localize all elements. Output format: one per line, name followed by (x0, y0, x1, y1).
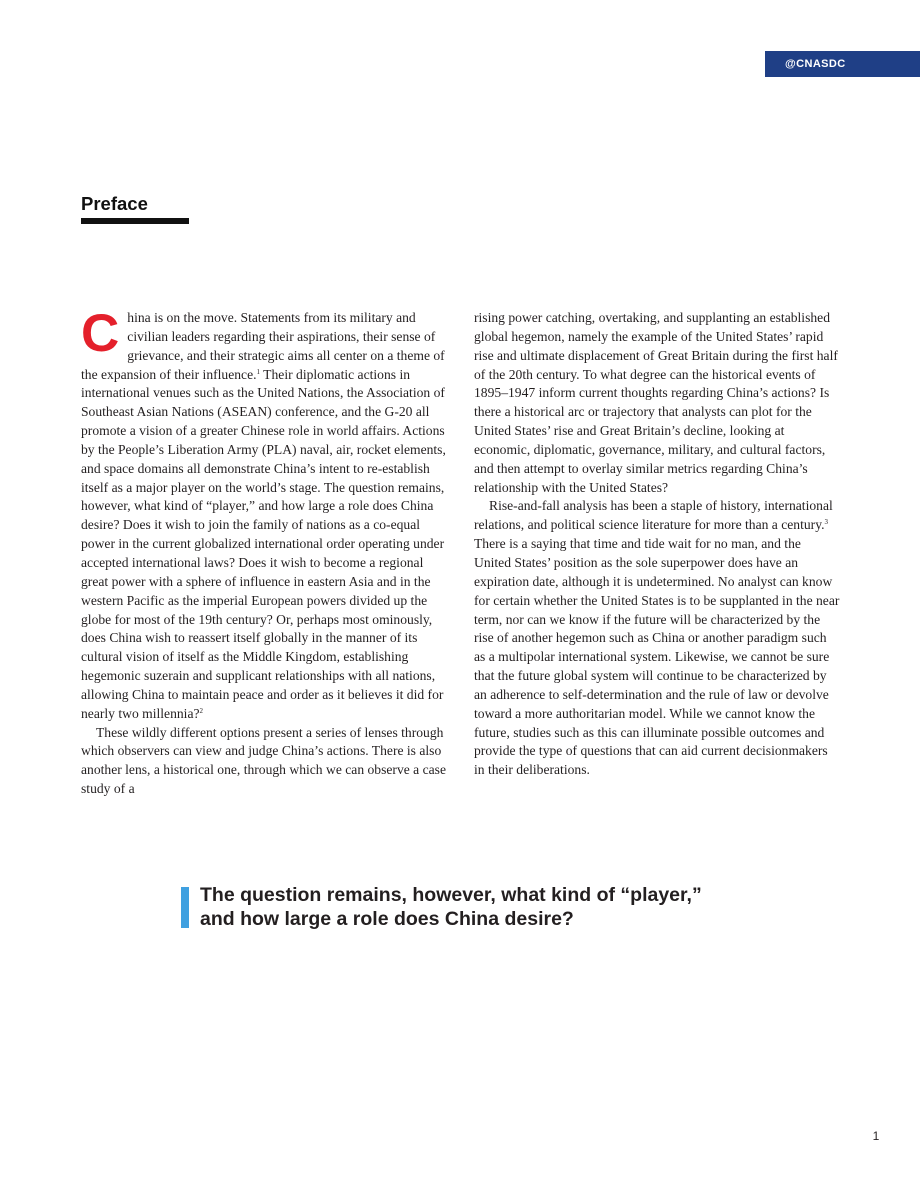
social-handle-tag (765, 51, 920, 77)
pull-quote (200, 883, 800, 931)
footnote-ref-2: 2 (199, 706, 204, 715)
page-number: 1 (872, 1129, 880, 1143)
paragraph-1-text: hina is on the move. Statements from its military and civilian leaders regarding their aspirations, their sense of grievance, and their strategic aims all center on a theme of the expansion of their influence. (81, 310, 445, 382)
drop-cap: C (81, 304, 120, 363)
footnote-ref-3: 3 (824, 518, 829, 527)
title-underline (81, 218, 189, 224)
paragraph-2-part-2: rising power catching, overtaking, and supplanting an established global hegemon, namely the example of the United States’ rapid rise and ultimate displacement of Great Britain during the first half of the 20th century. To what degree can the historical events of 1895–1947 inform current thoughts regarding China’s actions? Is there a historical arc or trajectory that analysts can plot for the United States’ rise and Great Britain’s decline, looking at economic, diplomatic, governance, military, and cultural factors, and then attempt to overlay similar metrics regarding China’s relationship with the United States? (474, 310, 838, 495)
paragraph-1 (81, 304, 447, 724)
pull-quote-line-1: The question remains, however, what kind of “player,” (200, 884, 702, 906)
text-column-right (474, 309, 840, 780)
paragraph-1-text-cont: Their diplomatic actions in international venues such as the United Nations, the Association of Southeast Asian Nations (ASEAN) conference, and the G-20 all promote a vision of a greater Chinese role in world affairs. Actions by the People’s Liberation Army (PLA) naval, air, rocket elements, and space domains all demonstrate China’s intent to re-establish itself as a major player on the world’s stage. The question remains, however, what kind of “player,” and how large a role does China desire? Does it wish to join the family of nations as a co-equal power in the current globalized international order operating under accepted international laws? Does it wish to become a regional great power with a sphere of influence in eastern Asia and in the western Pacific as the imperial European powers divided up the globe for most of the 19th century? Or, perhaps most ominously, does China wish to reassert itself globally in the manner of its cultural vision of itself as the Middle Kingdom, establishing hegemonic suzerain and supplicant relationships with all nations, allowing China to maintain peace and order as it believes it did for nearly two millennia? (81, 366, 446, 721)
paragraph-2-part-1: These wildly different options present a series of lenses through which observers can view and judge China’s actions. There is also another lens, a historical one, through which we can observe a case study of a (81, 724, 447, 797)
pull-quote-bar (181, 887, 189, 928)
section-title: Preface (81, 193, 148, 214)
social-handle-text: @CNASDC (785, 58, 846, 70)
footnote-ref-1: 1 (256, 367, 261, 376)
text-column-left (81, 304, 447, 799)
paragraph-3: Rise-and-fall analysis has been a staple of history, international relations, and political science literature for more than a century.$^3$ There is a saying that time and tide wait for no man, and the United States’ position as the sole superpower does have an expiration date, although it is undetermined. No analyst can know for certain whether the United States is to be supplanted in the near term, nor can we know if the future will be characterized by the rise of another hegemon such as China or another paradigm such as a multipolar international system. Likewise, we cannot be sure that the future global system will continue to be characterized by an adherence to self-determination and the rule of law or devolve toward a more authoritarian model. While we cannot know the future, studies such as this can illuminate possible outcomes and provide the type of questions that can aid current decisionmakers in their deliberations. (474, 498, 840, 778)
pull-quote-line-2: and how large a role does China desire? (200, 908, 574, 930)
